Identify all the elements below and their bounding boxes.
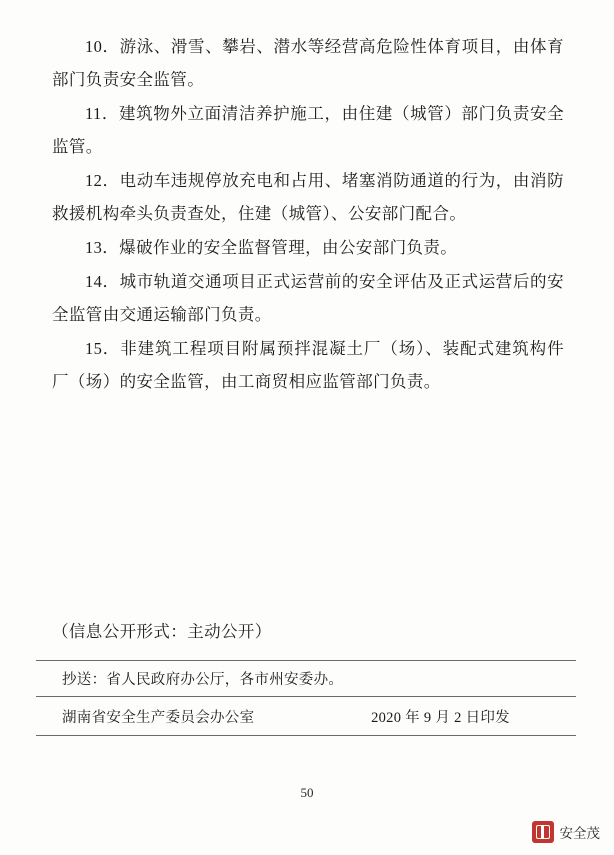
- paragraph-15: 15．非建筑工程项目附属预拌混凝土厂（场）、装配式建筑构件厂（场）的安全监管，由工商贸相应监管部门负责。: [52, 339, 564, 391]
- document-body: [52, 30, 564, 399]
- paragraph-13: 13．爆破作业的安全监督管理，由公安部门负责。: [85, 238, 458, 257]
- footer-cc-row: [36, 662, 576, 696]
- footer-divider-bottom: [36, 735, 576, 736]
- paragraph-12: 12．电动车违规停放充电和占用、堵塞消防通道的行为，由消防救援机构牵头负责查处，住建（城管）、公安部门配合。: [52, 171, 564, 223]
- footer-divider-middle: [36, 696, 576, 697]
- paragraph-10: 10．游泳、滑雪、攀岩、潜水等经营高危险性体育项目，由体育部门负责安全监管。: [52, 37, 564, 89]
- footer-issue-date: 2020 年 9 月 2 日印发: [371, 710, 510, 726]
- footer-cc-value: 省人民政府办公厅，各市州安委办。: [106, 672, 344, 688]
- footer-issuer-row: [36, 700, 576, 735]
- paragraph-14: 14．城市轨道交通项目正式运营前的安全评估及正式运营后的安全监管由交通运输部门负责。: [52, 272, 564, 324]
- footer-issuer: 湖南省安全生产委员会办公室: [62, 710, 255, 726]
- watermark: [532, 821, 601, 843]
- app-logo-icon: [532, 821, 554, 843]
- paragraph-11: 11．建筑物外立面清洁养护施工，由住建（城管）部门负责安全监管。: [52, 104, 564, 156]
- watermark-label: 安全茂: [559, 826, 600, 841]
- footer-divider-top: [36, 660, 576, 661]
- disclosure-notice: （信息公开形式：主动公开）: [52, 622, 272, 641]
- footer-cc-text: [62, 668, 343, 689]
- page-number: 50: [300, 785, 314, 800]
- footer-cc-label: 抄送：: [62, 672, 107, 688]
